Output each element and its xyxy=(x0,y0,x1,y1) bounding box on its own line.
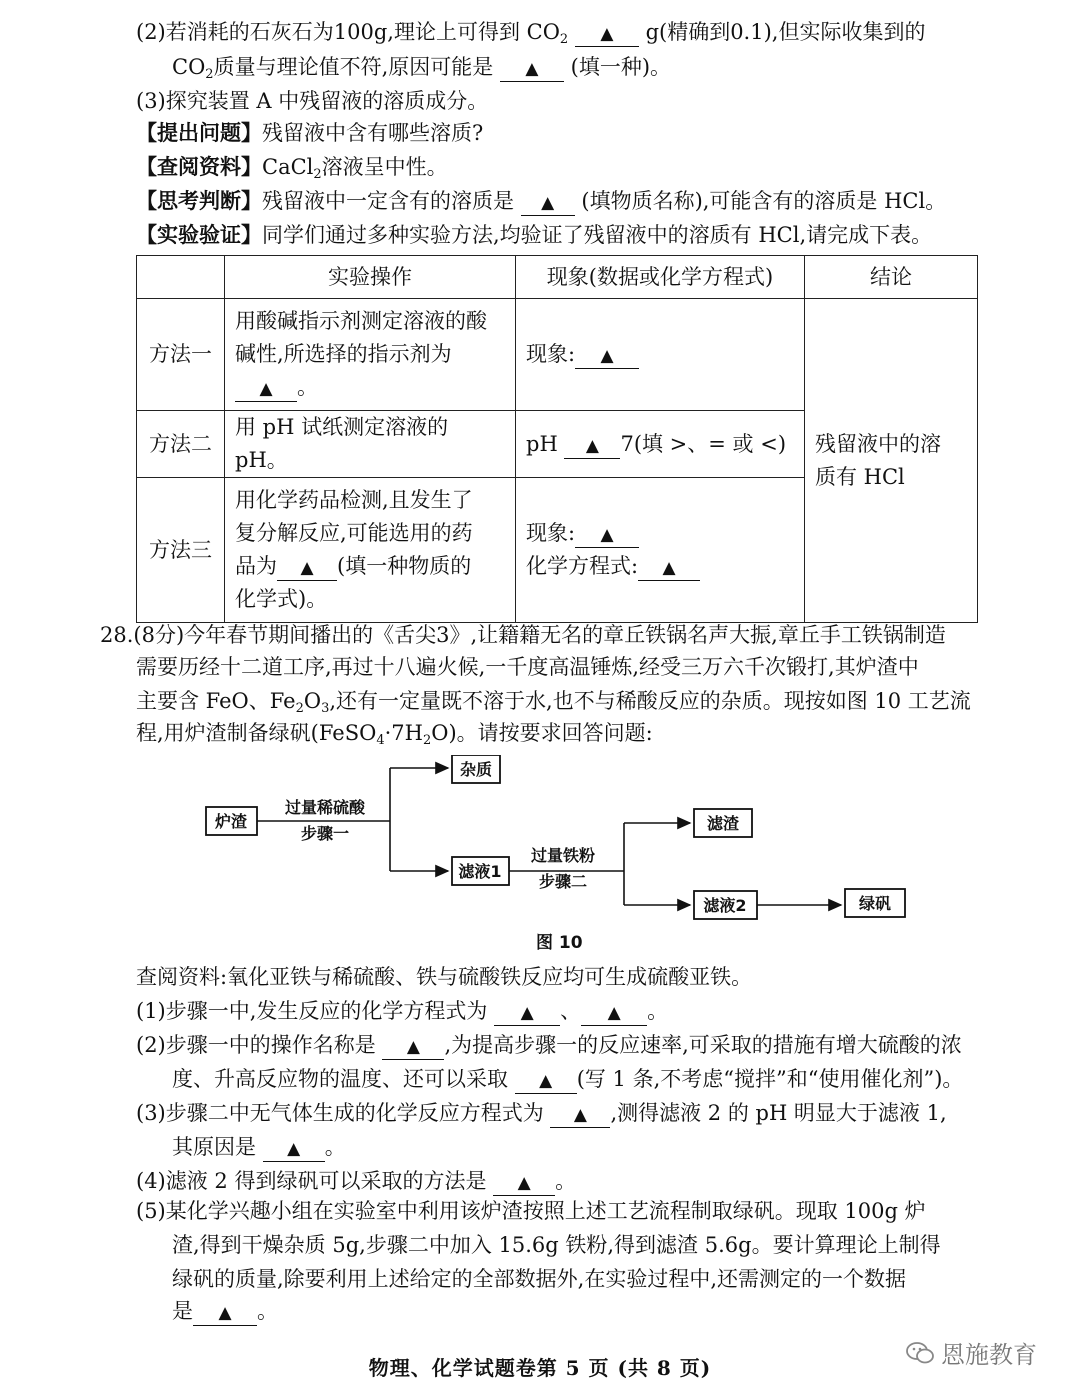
experiment-table xyxy=(136,255,978,623)
conclusion-cell: 残留液中的溶 质有 HCl xyxy=(805,299,978,623)
phenomenon-cell: 现象: ▲ xyxy=(516,299,805,411)
q28-intro-line1: 28.(8分)今年春节期间播出的《舌尖3》,让籍籍无名的章丘铁锅名声大振,章丘手工铁锅制造 xyxy=(100,623,946,647)
method-label: 方法二 xyxy=(137,411,225,478)
table-header: 结论 xyxy=(805,256,978,299)
flow-label-impurity: 杂质 xyxy=(459,760,493,779)
table-corner-cell xyxy=(137,256,225,299)
table-header: 实验操作 xyxy=(225,256,516,299)
answer-blank[interactable]: ▲ xyxy=(575,521,639,548)
answer-blank[interactable]: ▲ xyxy=(193,1299,257,1326)
wechat-icon xyxy=(905,1340,935,1366)
q27-part2-line2: $CO_2$质量与理论值不符,原因可能是 ▲ (填一种)。 xyxy=(172,55,672,82)
q27-verification: 【实验验证】同学们通过多种实验方法,均验证了残留液中的溶质有 HCl,请完成下表。 xyxy=(136,222,933,247)
flow-label-filtrate1: 滤液1 xyxy=(458,862,502,881)
answer-blank[interactable]: ▲ xyxy=(263,1135,325,1162)
flow-edge-step-2: 步骤二 xyxy=(538,872,588,891)
phenomenon-cell: pH ▲ 7(填 >、= 或 <) xyxy=(516,411,805,478)
figure-caption: 图 10 xyxy=(536,933,583,953)
process-flow-diagram xyxy=(200,755,920,925)
answer-blank[interactable]: ▲ xyxy=(550,1101,610,1128)
q28-sub2-line2: 度、升高反应物的温度、还可以采取 ▲ (写 1 条,不考虑“搅拌”和“使用催化剂”)。 xyxy=(172,1064,963,1094)
q28-sub4: (4)滤液 2 得到绿矾可以采取的方法是 ▲ 。 xyxy=(136,1166,576,1196)
answer-blank[interactable]: ▲ xyxy=(638,554,700,581)
q28-sub5-line4: 是 ▲ 。 xyxy=(172,1296,278,1326)
operation-cell: 用 pH 试纸测定溶液的 pH。 xyxy=(225,411,516,478)
answer-blank[interactable]: ▲ xyxy=(575,342,639,369)
q27-judgement: 【思考判断】残留液中一定含有的溶质是 ▲ (填物质名称),可能含有的溶质是 HCl。 xyxy=(136,186,946,216)
table-row xyxy=(137,299,978,411)
operation-cell: 用酸碱指示剂测定溶液的酸 碱性,所选择的指示剂为 ▲ 。 xyxy=(225,299,516,411)
q28-info: 查阅资料:氧化亚铁与稀硫酸、铁与硫酸铁反应均可生成硫酸亚铁。 xyxy=(136,965,753,989)
q28-sub5-line1: (5)某化学兴趣小组在实验室中利用该炉渣按照上述工艺流程制取绿矾。现取 100g 炉 xyxy=(136,1199,926,1223)
flow-label-filtrate2: 滤液2 xyxy=(703,896,747,915)
q28-intro-line4: 程,用炉渣制备绿矾$(FeSO_4\cdot 7H_2O)$。请按要求回答问题: xyxy=(136,721,653,748)
q28-sub3-line2: 其原因是 ▲ 。 xyxy=(172,1132,346,1162)
flow-edge-reagent-2: 过量铁粉 xyxy=(530,846,596,865)
q28-sub5-line2: 渣,得到干燥杂质 5g,步骤二中加入 15.6g 铁粉,得到滤渣 5.6g。要计算理论上制得 xyxy=(172,1233,941,1257)
watermark: 恩施教育 xyxy=(905,1335,1037,1370)
answer-blank[interactable]: ▲ xyxy=(382,1033,444,1060)
q27-references: 【查阅资料】CaCl$_2$溶液呈中性。 xyxy=(136,154,448,182)
phenomenon-cell: 现象: ▲ 化学方程式: ▲ xyxy=(516,478,805,623)
q27-propose-question: 【提出问题】残留液中含有哪些溶质? xyxy=(136,120,484,145)
flow-label-vitriol: 绿矾 xyxy=(858,894,892,913)
q28-sub2-line1: (2)步骤一中的操作名称是 ▲ ,为提高步骤一的反应速率,可采取的措施有增大硫酸的浓 xyxy=(136,1030,962,1060)
answer-blank[interactable]: ▲ xyxy=(564,432,620,459)
q28-sub1: (1)步骤一中,发生反应的化学方程式为 ▲ 、 ▲ 。 xyxy=(136,996,668,1026)
q28-sub5-line3: 绿矾的质量,除要利用上述给定的全部数据外,在实验过程中,还需测定的一个数据 xyxy=(172,1267,907,1291)
q28-intro-line3: 主要含 FeO、$Fe_2O_3$,还有一定量既不溶于水,也不与稀酸反应的杂质。现按如图 10 工艺流 xyxy=(136,689,971,716)
flow-label-slag: 炉渣 xyxy=(214,812,248,831)
flow-edge-reagent-1: 过量稀硫酸 xyxy=(284,798,366,817)
answer-blank[interactable]: ▲ xyxy=(493,1169,555,1196)
table-header: 现象(数据或化学方程式) xyxy=(516,256,805,299)
answer-blank[interactable]: ▲ xyxy=(277,554,337,581)
method-label: 方法三 xyxy=(137,478,225,623)
operation-cell: 用化学药品检测,且发生了 复分解反应,可能选用的药 品为 ▲ (填一种物质的 化学式)。 xyxy=(225,478,516,623)
answer-blank[interactable]: ▲ xyxy=(581,999,647,1026)
table-header-row xyxy=(137,256,978,299)
q28-sub3-line1: (3)步骤二中无气体生成的化学反应方程式为 ▲ ,测得滤液 2 的 pH 明显大于滤液 1, xyxy=(136,1098,947,1128)
q27-part2-line1: (2)若消耗的石灰石为100g,理论上可得到 $CO_2$ ▲ g(精确到0.1),但实际收集到的 xyxy=(136,20,926,47)
answer-blank[interactable]: ▲ xyxy=(521,189,575,216)
q28-intro-line2: 需要历经十二道工序,再过十八遍火候,一千度高温锤炼,经受三万六千次锻打,其炉渣中 xyxy=(136,655,919,679)
flow-label-residue: 滤渣 xyxy=(706,814,740,833)
answer-blank[interactable]: ▲ xyxy=(235,375,297,402)
answer-blank[interactable]: ▲ xyxy=(515,1067,577,1094)
page-footer: 物理、化学试题卷第 5 页 (共 8 页) xyxy=(368,1356,712,1380)
flow-edge-step-1: 步骤一 xyxy=(300,824,350,843)
method-label: 方法一 xyxy=(137,299,225,411)
answer-blank[interactable]: ▲ xyxy=(575,20,639,47)
answer-blank[interactable]: ▲ xyxy=(500,55,564,82)
answer-blank[interactable]: ▲ xyxy=(494,999,560,1026)
q27-part3-heading: (3)探究装置 A 中残留液的溶质成分。 xyxy=(136,89,489,113)
